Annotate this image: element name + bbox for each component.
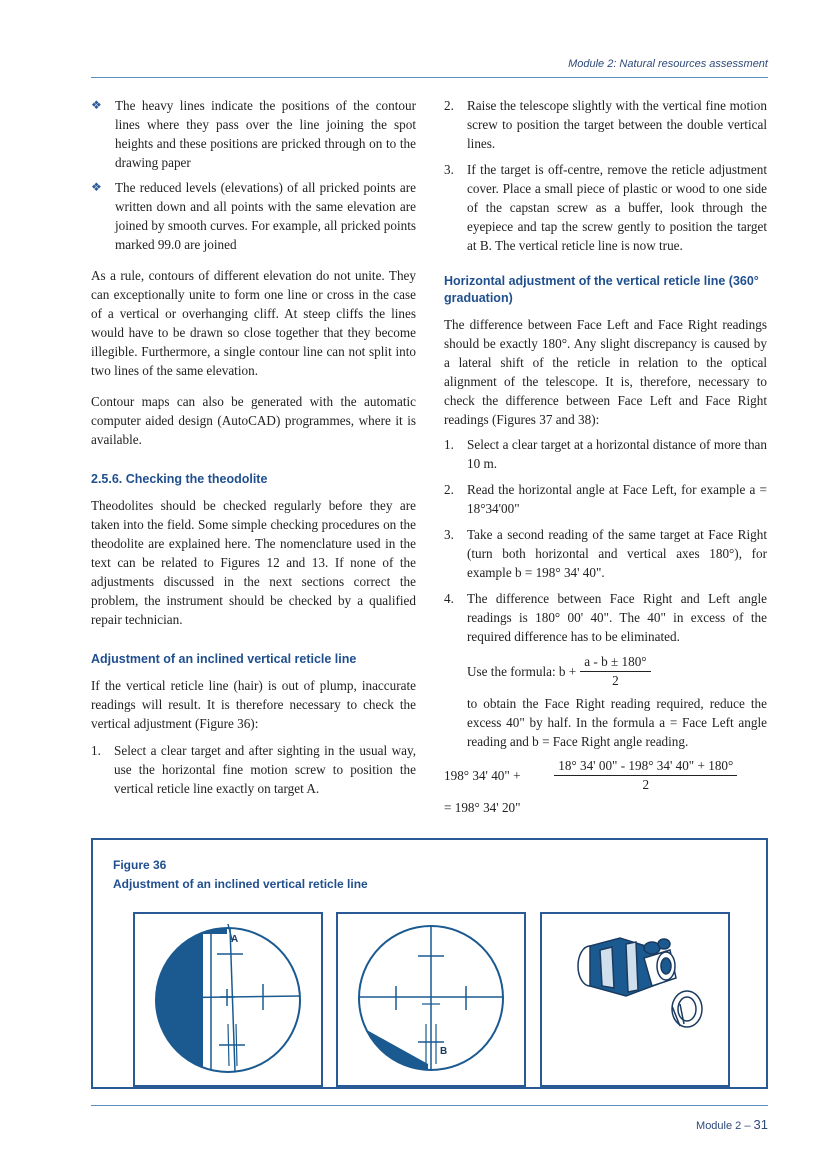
- reticle-a-illustration: [135, 914, 321, 1085]
- bullet-item: [91, 96, 416, 172]
- formula-one-numerator: a - b ± 180°: [580, 653, 650, 672]
- target-a-label: A: [231, 934, 239, 945]
- step-number: 3.: [444, 527, 454, 542]
- paragraph-face-readings: The difference between Face Left and Face Right readings should be exactly 180°. Any slight discrepancy is caused by a lateral shift of the reticle in relation to the optical alignment of the telescope. It is, therefore, necessary to check the difference between Face Left and Face Right readings (Figures 37 and 38):: [444, 317, 767, 427]
- diamond-bullet-icon: ❖: [91, 180, 102, 194]
- subheading-horizontal-adjustment: Horizontal adjustment of the vertical reticle line (360° graduation): [444, 274, 759, 305]
- formula-two-denominator: 2: [642, 777, 650, 792]
- formula-one-denominator: 2: [612, 673, 619, 688]
- bullet-item: [91, 178, 416, 254]
- formula-two: [444, 757, 767, 794]
- left-column: [91, 96, 416, 805]
- figure-caption: Adjustment of an inclined vertical reticle line: [113, 877, 368, 891]
- reticle-b-illustration: [338, 914, 524, 1085]
- formula-block: [444, 653, 767, 751]
- numbered-step: [91, 741, 416, 798]
- figure-panel-reticle-a: [133, 912, 323, 1087]
- right-column: [444, 96, 767, 817]
- step-text: If the target is off-centre, remove the reticle adjustment cover. Place a small piece of plastic or wood to one side of the capstan screw as a buffer, look through the eyepiece and tap the screw gently to position the target at B. The vertical reticle line is now true.: [467, 162, 767, 253]
- paragraph-checking: Theodolites should be checked regularly before they are taken into the field. Some simple checking procedures on the theodolite are explained here. The nomenclature used in the text can be related to Figures 12 and 13. If none of the adjustments discussed in the next sections correct the problem, the instrument should be checked by a qualified repair technician.: [91, 498, 416, 627]
- diamond-bullet-icon: ❖: [91, 98, 102, 112]
- formula-one-prefix: Use the formula: b +: [467, 664, 577, 679]
- step-text: Select a clear target and after sighting in the usual way, use the horizontal fine motion screw to position the vertical reticle line exactly on target A.: [114, 743, 416, 796]
- paragraph-contours: As a rule, contours of different elevation do not unite. They can exceptionally unite to form one line or cross in the case of a vertical or overhanging cliff. At steep cliffs the lines would have to be drawn so close together that they become illegible. Furthermore, a single contour line can not split into two lines of the same elevation.: [91, 268, 416, 378]
- step-number: 2.: [444, 98, 454, 113]
- paragraph-formula-explanation: to obtain the Face Right reading required, reduce the excess 40" by half. In the formula a = Face Left angle reading and b = Face Right angle reading.: [467, 696, 767, 749]
- section-heading-checking-theodolite: 2.5.6. Checking the theodolite: [91, 472, 268, 486]
- step-number: 3.: [444, 162, 454, 177]
- paragraph-autocad: Contour maps can also be generated with the automatic computer aided design (AutoCAD) programmes, where it is available.: [91, 394, 416, 447]
- step-text: Raise the telescope slightly with the vertical fine motion screw to position the target between the double vertical lines.: [467, 98, 767, 151]
- page-footer: [696, 1117, 768, 1132]
- numbered-step: [444, 480, 767, 518]
- numbered-step: [444, 160, 767, 255]
- step-text: Take a second reading of the same target at Face Right (turn both horizontal and vertical axes 180°), for example b = 198° 34' 40".: [467, 527, 767, 580]
- numbered-step: [444, 525, 767, 582]
- figure-panel-eyepiece: [540, 912, 730, 1087]
- eyepiece-cover-illustration: [542, 914, 728, 1085]
- header-divider: [91, 77, 768, 78]
- numbered-step: [444, 589, 767, 646]
- numbered-step: [444, 96, 767, 153]
- bullet-text: The reduced levels (elevations) of all pricked points are written down and all points with the same elevation are joined by smooth curves. For example, all pricked points marked 99.0 are joined: [115, 180, 416, 252]
- footer-module: Module 2 –: [696, 1120, 751, 1132]
- figure-36-box: [91, 838, 768, 1089]
- formula-result: = 198° 34' 20": [444, 800, 521, 815]
- page-number: 31: [753, 1117, 768, 1132]
- formula-two-prefix: 198° 34' 40" +: [444, 768, 521, 783]
- formula-two-numerator: 18° 34' 00" - 198° 34' 40" + 180°: [554, 757, 737, 776]
- step-text: The difference between Face Right and Left angle readings is 180° 00' 40". The 40" in excess of the required difference has to be eliminated.: [467, 591, 767, 644]
- step-number: 4.: [444, 591, 454, 606]
- formula-one: [467, 653, 767, 690]
- figure-panel-reticle-b: [336, 912, 526, 1087]
- step-text: Select a clear target at a horizontal distance of more than 10 m.: [467, 437, 767, 471]
- footer-divider: [91, 1105, 768, 1106]
- step-number: 2.: [444, 482, 454, 497]
- figure-label: Figure 36: [113, 858, 167, 872]
- paragraph-plumb: If the vertical reticle line (hair) is out of plump, inaccurate readings will result. It is therefore necessary to check the vertical adjustment (Figure 36):: [91, 678, 416, 731]
- formula-two-fraction: [525, 757, 767, 794]
- running-header: Module 2: Natural resources assessment: [568, 58, 768, 70]
- step-number: 1.: [444, 437, 454, 452]
- target-b-label: B: [440, 1046, 448, 1057]
- numbered-step: [444, 435, 767, 473]
- step-number: 1.: [91, 743, 101, 758]
- bullet-text: The heavy lines indicate the positions of the contour lines where they pass over the line joining the spot heights and these positions are pricked through on to the drawing paper: [115, 98, 416, 170]
- subheading-inclined-reticle: Adjustment of an inclined vertical reticle line: [91, 652, 357, 666]
- figure-title: [113, 856, 368, 894]
- step-text: Read the horizontal angle at Face Left, for example a = 18°34'00": [467, 482, 767, 516]
- formula-one-fraction: [580, 653, 650, 690]
